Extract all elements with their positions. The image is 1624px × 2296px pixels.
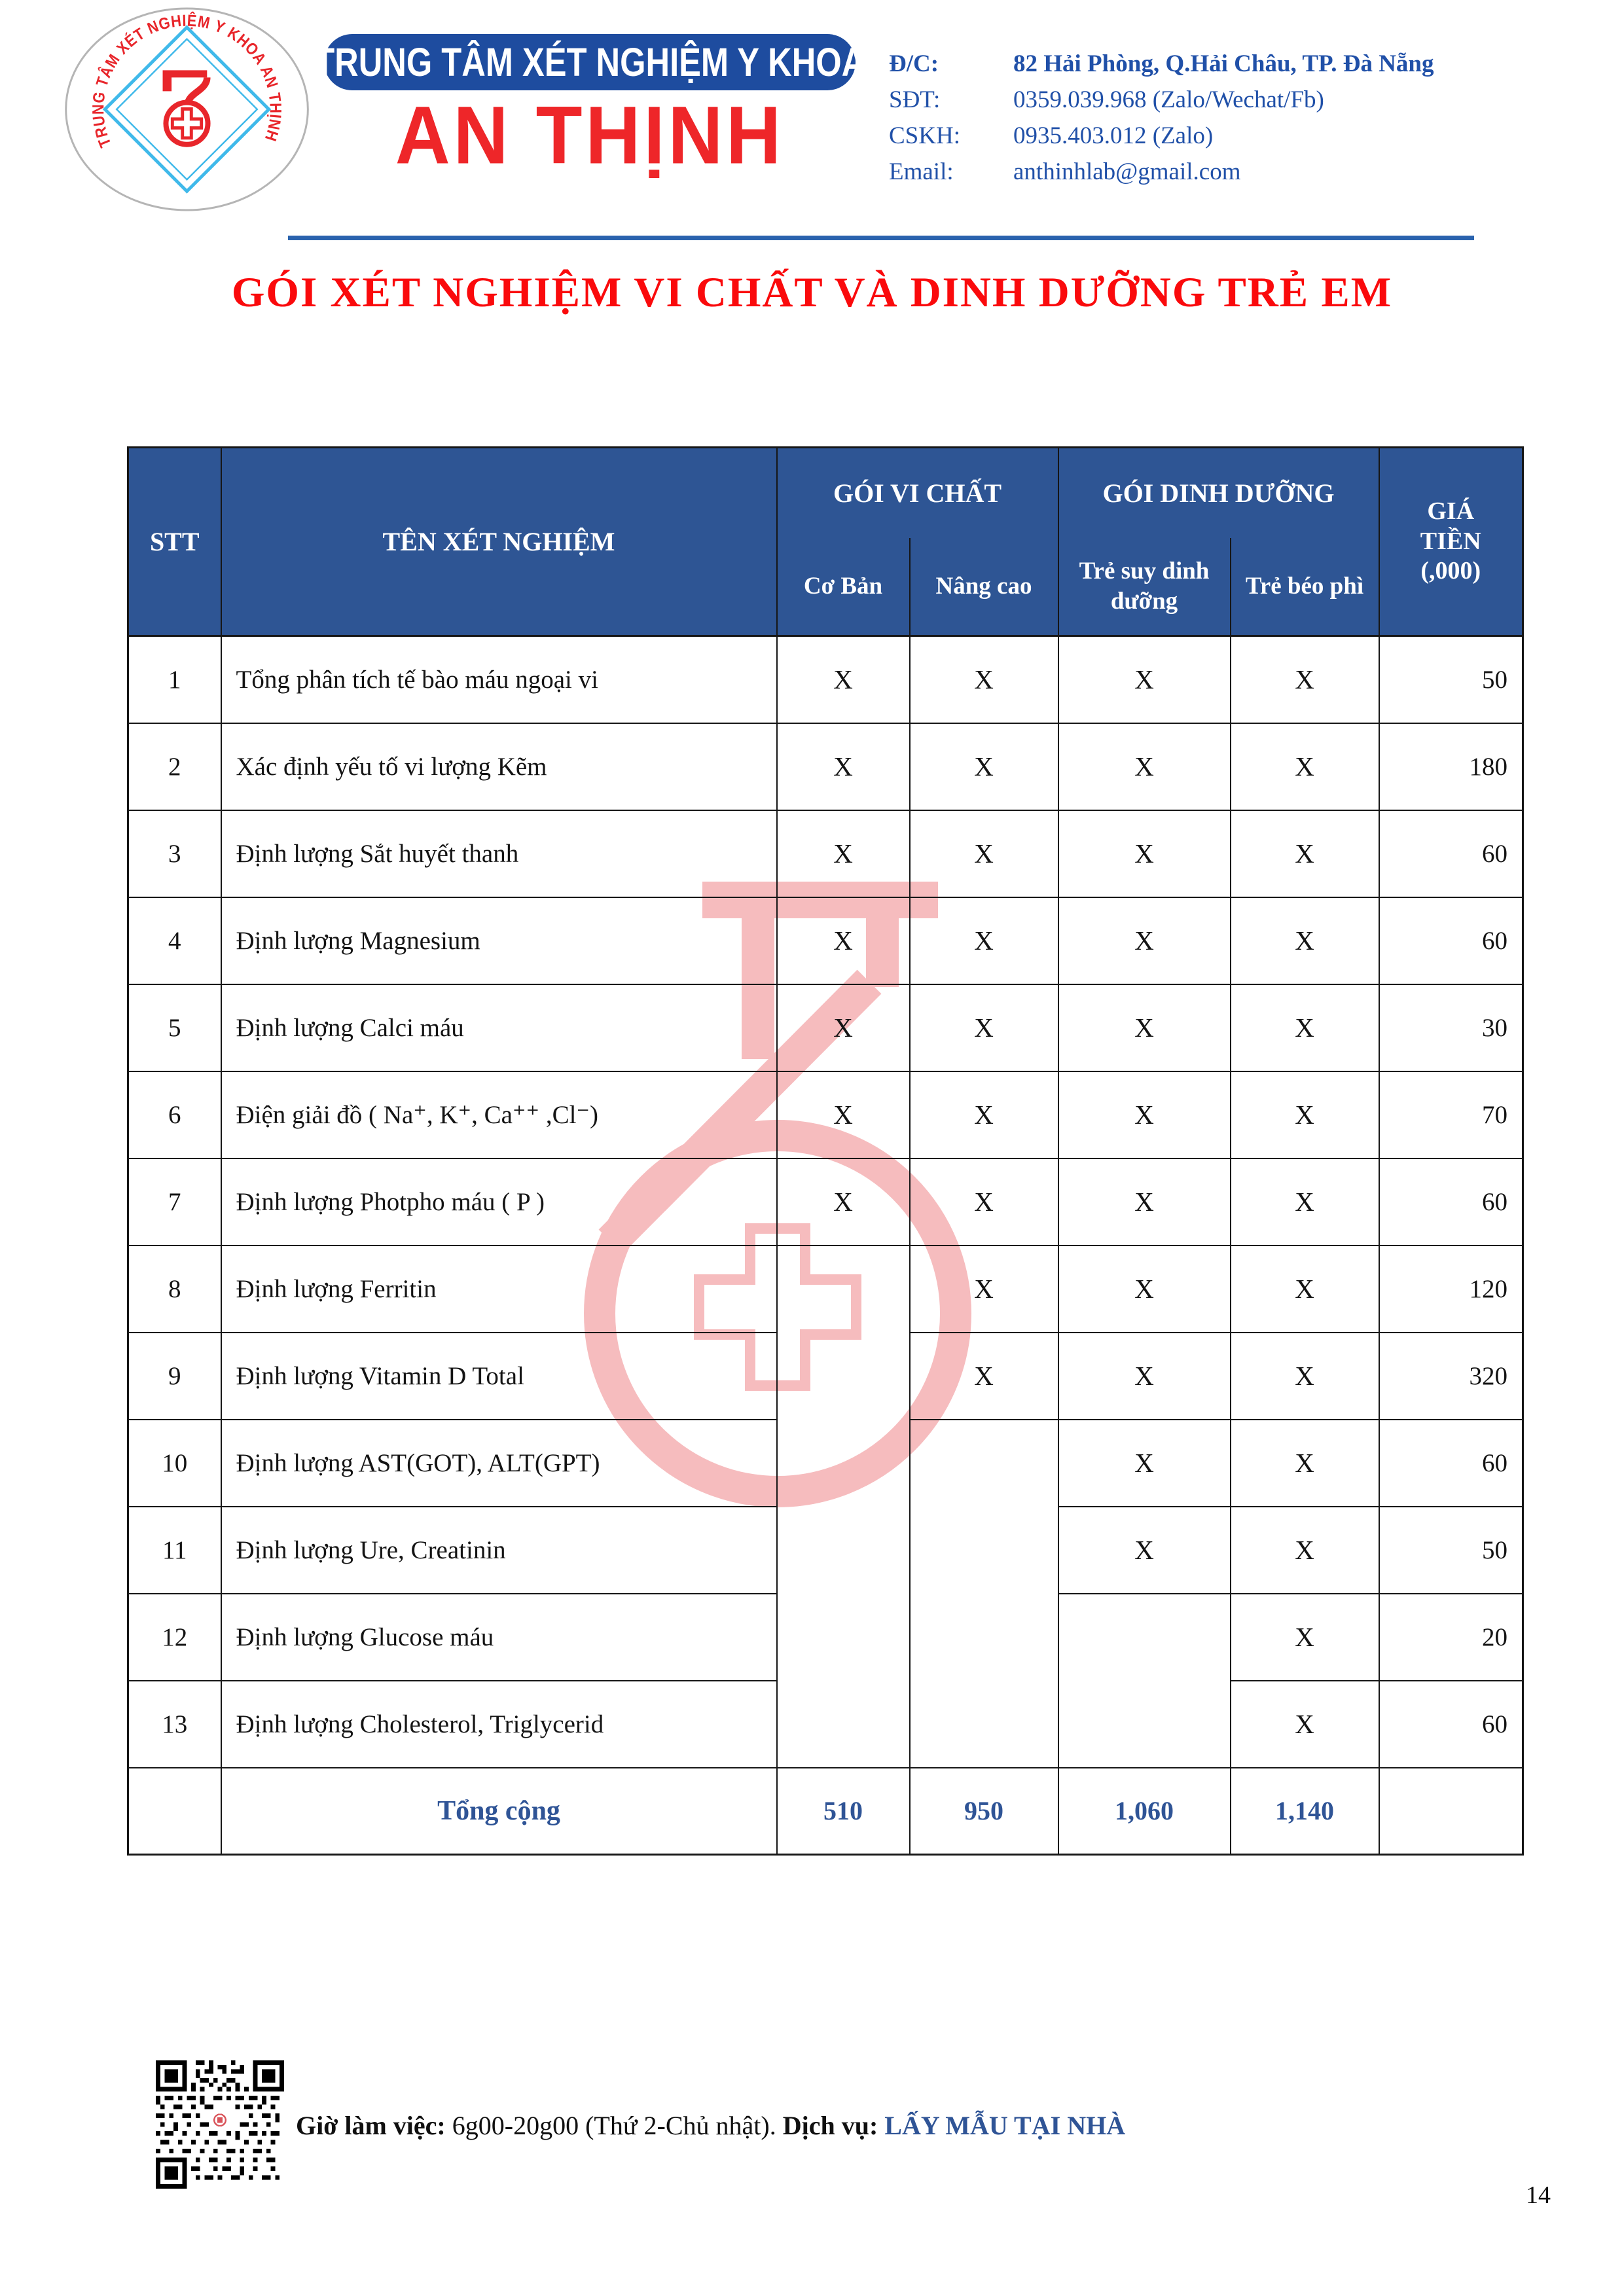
page-number: 14 [1526, 2181, 1551, 2209]
mark-cell: X [1231, 1507, 1379, 1594]
mark-cell: X [1058, 1071, 1231, 1158]
stt-cell: 6 [128, 1071, 221, 1158]
mark-cell: X [1058, 1246, 1231, 1333]
mark-cell: X [1058, 810, 1231, 897]
table-row [128, 984, 1523, 1071]
contact-row-email [889, 154, 1434, 190]
price-cell: 60 [1379, 810, 1523, 897]
price-cell: 60 [1379, 897, 1523, 984]
address-label: Đ/C: [889, 50, 939, 77]
mark-cell: X [1058, 1507, 1231, 1594]
brand-name: AN THỊNH [395, 89, 785, 181]
price-cell: 180 [1379, 723, 1523, 810]
table-row [128, 723, 1523, 810]
mark-cell: X [910, 1071, 1058, 1158]
mark-cell: X [1231, 984, 1379, 1071]
price-line-3: (,000) [1420, 557, 1481, 585]
mark-cell: X [910, 897, 1058, 984]
mark-cell: X [1231, 1420, 1379, 1507]
mark-cell: X [1231, 1071, 1379, 1158]
name-cell: Định lượng AST(GOT), ALT(GPT) [221, 1420, 777, 1507]
mark-cell: X [1058, 984, 1231, 1071]
page-title: GÓI XÉT NGHIỆM VI CHẤT VÀ DINH DƯỠNG TRẺ EM [231, 269, 1393, 316]
mark-cell: X [1231, 1594, 1379, 1681]
mark-cell: X [1231, 723, 1379, 810]
merged-empty-cell [777, 1246, 910, 1768]
header-nang-cao: Nâng cao [910, 538, 1058, 636]
table-row [128, 1158, 1523, 1246]
mark-cell: X [910, 1246, 1058, 1333]
total-label: Tổng cộng [221, 1768, 777, 1855]
price-line-1: GIÁ [1427, 497, 1475, 526]
contact-row-address [889, 46, 1434, 82]
table-row [128, 1071, 1523, 1158]
name-cell: Xác định yếu tố vi lượng Kẽm [221, 723, 777, 810]
stt-cell: 10 [128, 1420, 221, 1507]
contact-block [889, 46, 1434, 190]
qr-code-icon [156, 2060, 284, 2189]
mark-cell: X [910, 723, 1058, 810]
price-line-2: TIỀN [1420, 527, 1481, 555]
stt-cell: 1 [128, 636, 221, 723]
address-value: 82 Hải Phòng, Q.Hải Châu, TP. Đà Nẵng [1013, 50, 1434, 77]
empty-cell [1379, 1768, 1523, 1855]
banner-text: TRUNG TÂM XÉT NGHIỆM Y KHOA [314, 40, 866, 84]
mark-cell: X [1231, 636, 1379, 723]
email-value: anthinhlab@gmail.com [1013, 158, 1241, 185]
mark-cell: X [910, 984, 1058, 1071]
service-label: Dịch vụ: [782, 2111, 878, 2140]
name-cell: Điện giải đồ ( Na⁺, K⁺, Ca⁺⁺ ,Cl⁻) [221, 1071, 777, 1158]
name-cell: Định lượng Sắt huyết thanh [221, 810, 777, 897]
header-price [1379, 448, 1523, 636]
contact-row-cskh [889, 118, 1434, 154]
mark-cell: X [910, 1333, 1058, 1420]
total-co-ban: 510 [777, 1768, 910, 1855]
hours-value: 6g00-20g00 (Thứ 2-Chủ nhật). [452, 2111, 776, 2140]
mark-cell: X [1231, 810, 1379, 897]
stt-cell: 13 [128, 1681, 221, 1768]
name-cell: Định lượng Cholesterol, Triglycerid [221, 1681, 777, 1768]
logo-arc-text: TRUNG TÂM XÉT NGHIỆM Y KHOA AN THỊNH [90, 12, 284, 150]
total-suy-dinh-duong: 1,060 [1058, 1768, 1231, 1855]
header-tre-suy-dinh-duong: Trẻ suy dinh dưỡng [1058, 538, 1231, 636]
stt-cell: 8 [128, 1246, 221, 1333]
email-label: Email: [889, 158, 954, 185]
stt-cell: 11 [128, 1507, 221, 1594]
mark-cell: X [1058, 1158, 1231, 1246]
empty-cell [128, 1768, 221, 1855]
stt-cell: 5 [128, 984, 221, 1071]
price-cell: 70 [1379, 1071, 1523, 1158]
header-co-ban: Cơ Bản [777, 538, 910, 636]
price-cell: 320 [1379, 1333, 1523, 1420]
brand-banner [314, 34, 866, 90]
price-cell: 30 [1379, 984, 1523, 1071]
header-divider-line [288, 236, 1474, 240]
mark-cell: X [777, 984, 910, 1071]
price-cell: 50 [1379, 636, 1523, 723]
total-beo-phi: 1,140 [1231, 1768, 1379, 1855]
table-row [128, 636, 1523, 723]
stt-cell: 9 [128, 1333, 221, 1420]
mark-cell: X [910, 636, 1058, 723]
stt-cell: 12 [128, 1594, 221, 1681]
table-body [128, 636, 1523, 1855]
price-cell: 60 [1379, 1420, 1523, 1507]
working-hours-line [296, 2110, 1125, 2141]
price-cell: 60 [1379, 1681, 1523, 1768]
mark-cell: X [1231, 897, 1379, 984]
stt-cell: 2 [128, 723, 221, 810]
mark-cell: X [1231, 1681, 1379, 1768]
mark-cell: X [1058, 723, 1231, 810]
mark-cell: X [1058, 1333, 1231, 1420]
name-cell: Định lượng Vitamin D Total [221, 1333, 777, 1420]
phone-value: 0359.039.968 (Zalo/Wechat/Fb) [1013, 86, 1324, 113]
name-cell: Tổng phân tích tế bào máu ngoại vi [221, 636, 777, 723]
mark-cell: X [1231, 1246, 1379, 1333]
name-cell: Định lượng Calci máu [221, 984, 777, 1071]
mark-cell: X [1231, 1333, 1379, 1420]
anthinh-logo-icon [60, 5, 314, 213]
mark-cell: X [1231, 1158, 1379, 1246]
table-row [128, 810, 1523, 897]
table-header [128, 448, 1523, 636]
mark-cell: X [777, 723, 910, 810]
merged-empty-cell [1058, 1594, 1231, 1768]
mark-cell: X [1058, 636, 1231, 723]
service-value: LẤY MẪU TẠI NHÀ [884, 2111, 1126, 2140]
name-cell: Định lượng Glucose máu [221, 1594, 777, 1681]
mark-cell: X [910, 1158, 1058, 1246]
mark-cell: X [1058, 897, 1231, 984]
contact-row-phone [889, 82, 1434, 118]
header-group-vi-chat: GÓI VI CHẤT [777, 448, 1058, 538]
price-table [127, 446, 1524, 1856]
mark-cell: X [777, 897, 910, 984]
price-cell: 50 [1379, 1507, 1523, 1594]
stt-cell: 4 [128, 897, 221, 984]
price-cell: 60 [1379, 1158, 1523, 1246]
header-tre-beo-phi: Trẻ béo phì [1231, 538, 1379, 636]
mark-cell: X [1058, 1420, 1231, 1507]
total-nang-cao: 950 [910, 1768, 1058, 1855]
mark-cell: X [777, 1071, 910, 1158]
header-group-dinh-duong: GÓI DINH DƯỠNG [1058, 448, 1379, 538]
table-row [128, 897, 1523, 984]
mark-cell: X [910, 810, 1058, 897]
cskh-value: 0935.403.012 (Zalo) [1013, 122, 1214, 149]
cskh-label: CSKH: [889, 122, 960, 149]
phone-label: SĐT: [889, 86, 941, 113]
hours-label: Giờ làm việc: [296, 2111, 446, 2140]
mark-cell: X [777, 636, 910, 723]
price-cell: 20 [1379, 1594, 1523, 1681]
stt-cell: 7 [128, 1158, 221, 1246]
name-cell: Định lượng Photpho máu ( P ) [221, 1158, 777, 1246]
stt-cell: 3 [128, 810, 221, 897]
name-cell: Định lượng Ure, Creatinin [221, 1507, 777, 1594]
price-cell: 120 [1379, 1246, 1523, 1333]
name-cell: Định lượng Ferritin [221, 1246, 777, 1333]
mark-cell: X [777, 1158, 910, 1246]
mark-cell: X [777, 810, 910, 897]
total-row [128, 1768, 1523, 1855]
header-test-name: TÊN XÉT NGHIỆM [221, 448, 777, 636]
header-stt: STT [128, 448, 221, 636]
name-cell: Định lượng Magnesium [221, 897, 777, 984]
table-row [128, 1246, 1523, 1333]
merged-empty-cell [910, 1420, 1058, 1768]
